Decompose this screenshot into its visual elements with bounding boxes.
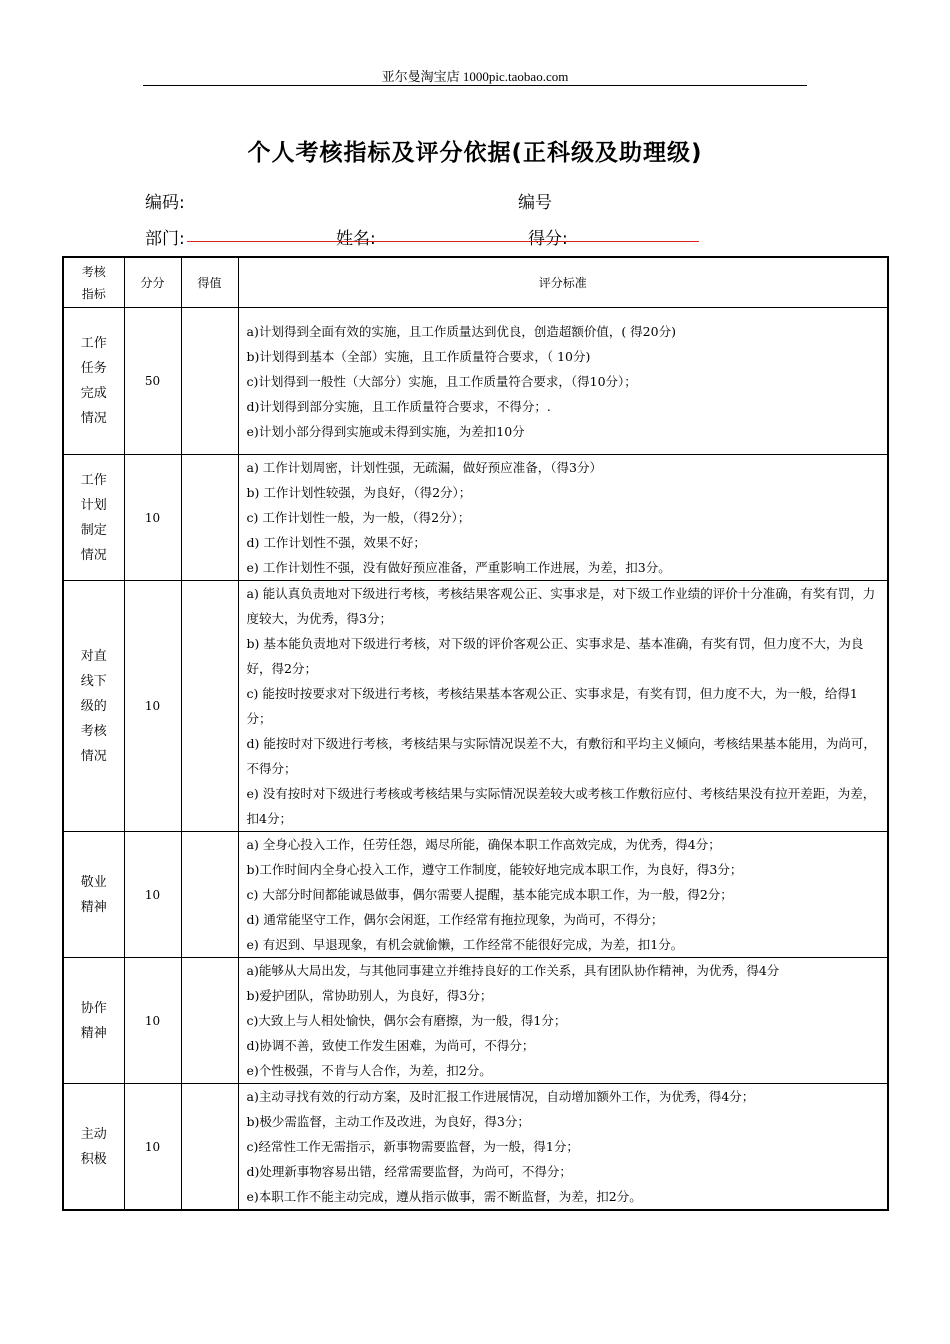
indicator-cell: 对直 线下 级的 考核 情况 bbox=[63, 581, 124, 832]
header-indicator-text: 考核 指标 bbox=[81, 264, 106, 301]
value-cell[interactable] bbox=[181, 1084, 238, 1211]
number-label: 编号 bbox=[518, 193, 552, 213]
assessment-table bbox=[62, 256, 889, 1211]
criteria-item: d)协调不善，致使工作发生困难，为尚可，不得分； bbox=[246, 1038, 535, 1053]
value-cell[interactable] bbox=[181, 455, 238, 581]
criteria-item: b)极少需监督，主动工作及改进，为良好，得3分； bbox=[246, 1114, 530, 1129]
criteria-item: e)个性极强，不肯与人合作，为差，扣2分。 bbox=[246, 1063, 492, 1078]
criteria-item: a)能够从大局出发，与其他同事建立并维持良好的工作关系，具有团队协作精神，为优秀，得4分 bbox=[246, 963, 780, 978]
table-row bbox=[63, 958, 888, 1084]
score-label: 得分: bbox=[528, 229, 568, 249]
table-row bbox=[63, 581, 888, 832]
criteria-item: a) 工作计划周密，计划性强，无疏漏，做好预应准备，（得3分） bbox=[246, 460, 603, 475]
criteria-item: b) 工作计划性较强，为良好，（得2分）； bbox=[246, 485, 472, 500]
page-title: 个人考核指标及评分依据(正科级及助理级) bbox=[247, 140, 703, 166]
criteria-item: d) 通常能坚守工作，偶尔会闲逛，工作经常有拖拉现象，为尚可，不得分； bbox=[246, 912, 664, 927]
criteria-item: e) 没有按时对下级进行考核或考核结果与实际情况误差较大或考核工作敷衍应付、考核结果没有拉开差距，为差，扣4分； bbox=[246, 786, 876, 826]
criteria-item: c)经常性工作无需指示，新事物需要监督，为一般，得1分； bbox=[246, 1139, 579, 1154]
criteria-item: a) 全身心投入工作，任劳任怨，竭尽所能，确保本职工作高效完成，为优秀，得4分； bbox=[246, 837, 721, 852]
criteria-item: e)本职工作不能主动完成，遵从指示做事，需不断监督，为差，扣2分。 bbox=[246, 1189, 642, 1204]
indicator-cell: 工作 任务 完成 情况 bbox=[63, 308, 124, 455]
score-cell: 10 bbox=[124, 455, 181, 581]
header-value: 得值 bbox=[181, 257, 238, 308]
fill-in-line bbox=[187, 241, 699, 242]
score-cell: 10 bbox=[124, 1084, 181, 1211]
header-criteria: 评分标准 bbox=[238, 257, 888, 308]
criteria-item: e) 工作计划性不强，没有做好预应准备，严重影响工作进展，为差，扣3分。 bbox=[246, 560, 671, 575]
indicator-cell: 敬业 精神 bbox=[63, 832, 124, 958]
criteria-item: c) 工作计划性一般，为一般，（得2分）； bbox=[246, 510, 471, 525]
criteria-item: c) 能按时按要求对下级进行考核，考核结果基本客观公正、实事求是，有奖有罚，但力度不大，为一般，给得1分； bbox=[246, 686, 858, 726]
shop-header: 亚尔曼淘宝店 1000pic.taobao.com bbox=[381, 69, 569, 84]
criteria-item: d) 工作计划性不强，效果不好； bbox=[246, 535, 426, 550]
table-row bbox=[63, 1084, 888, 1211]
criteria-item: e)计划小部分得到实施或未得到实施，为差扣10分 bbox=[246, 423, 525, 439]
code-label: 编码: bbox=[145, 193, 185, 213]
score-cell: 10 bbox=[124, 581, 181, 832]
criteria-item: c) 大部分时间都能诚恳做事，偶尔需要人提醒，基本能完成本职工作，为一般，得2分； bbox=[246, 887, 733, 902]
criteria-cell bbox=[238, 832, 888, 958]
criteria-item: c)大致上与人相处愉快，偶尔会有磨擦，为一般，得1分； bbox=[246, 1013, 567, 1028]
criteria-item: b)爱护团队，常协助别人，为良好，得3分； bbox=[246, 988, 493, 1003]
header-rule bbox=[143, 85, 807, 86]
criteria-cell bbox=[238, 581, 888, 832]
indicator-cell: 工作 计划 制定 情况 bbox=[63, 455, 124, 581]
criteria-cell bbox=[238, 1084, 888, 1211]
value-cell[interactable] bbox=[181, 832, 238, 958]
criteria-item: a)主动寻找有效的行动方案，及时汇报工作进展情况，自动增加额外工作，为优秀，得4分； bbox=[246, 1089, 755, 1104]
criteria-item: b) 基本能负责地对下级进行考核，对下级的评价客观公正、实事求是、基本准确，有奖有罚，但力度不大，为良好，得2分； bbox=[246, 636, 864, 676]
criteria-item: b)计划得到基本（全部）实施，且工作质量符合要求，（ 10分) bbox=[246, 348, 591, 364]
department-label: 部门: bbox=[145, 229, 185, 249]
criteria-item: b)工作时间内全身心投入工作，遵守工作制度，能较好地完成本职工作，为良好，得3分； bbox=[246, 862, 743, 877]
score-cell: 10 bbox=[124, 832, 181, 958]
criteria-item: d)计划得到部分实施，且工作质量符合要求，不得分；. bbox=[246, 398, 551, 414]
value-cell[interactable] bbox=[181, 581, 238, 832]
criteria-item: e) 有迟到、早退现象，有机会就偷懒，工作经常不能很好完成，为差，扣1分。 bbox=[246, 937, 684, 952]
indicator-cell: 协作 精神 bbox=[63, 958, 124, 1084]
criteria-item: d) 能按时对下级进行考核，考核结果与实际情况误差不大，有敷衍和平均主义倾向，考核结果基本能用，为尚可，不得分； bbox=[246, 736, 876, 776]
score-cell: 10 bbox=[124, 958, 181, 1084]
header-indicator bbox=[63, 257, 124, 308]
criteria-item: d)处理新事物容易出错，经常需要监督，为尚可，不得分； bbox=[246, 1164, 572, 1179]
criteria-item: a) 能认真负责地对下级进行考核，考核结果客观公正、实事求是，对下级工作业绩的评价十分准确，有奖有罚，力度较大，为优秀，得3分； bbox=[246, 586, 876, 626]
table-row bbox=[63, 308, 888, 455]
table-header-row bbox=[63, 257, 888, 308]
criteria-cell bbox=[238, 308, 888, 455]
header-score: 分分 bbox=[124, 257, 181, 308]
name-label: 姓名: bbox=[336, 229, 376, 249]
criteria-item: a)计划得到全面有效的实施，且工作质量达到优良，创造超额价值，( 得20分) bbox=[246, 323, 676, 339]
criteria-cell bbox=[238, 455, 888, 581]
criteria-item: c)计划得到一般性（大部分）实施，且工作质量符合要求，（得10分）； bbox=[246, 373, 637, 389]
table-row bbox=[63, 455, 888, 581]
indicator-cell: 主动 积极 bbox=[63, 1084, 124, 1211]
value-cell[interactable] bbox=[181, 958, 238, 1084]
criteria-cell bbox=[238, 958, 888, 1084]
table-row bbox=[63, 832, 888, 958]
score-cell: 50 bbox=[124, 308, 181, 455]
value-cell[interactable] bbox=[181, 308, 238, 455]
